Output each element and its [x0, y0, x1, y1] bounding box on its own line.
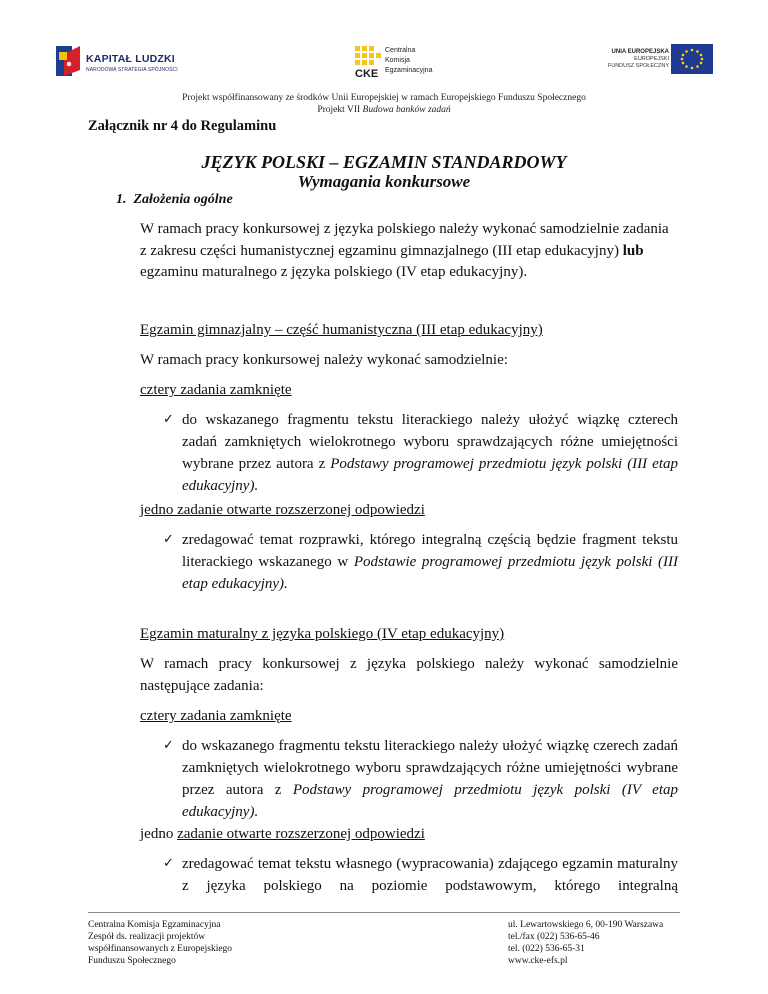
project-line: Projekt VII Budowa banków zadań	[317, 105, 451, 115]
mat-closed-item: ✓ do wskazanego fragmentu tekstu literackiego należy ułożyć wiązkę czerech zadań zamkniętych wielokrotnego wyboru sprawdzających różne umiejętności wybrane przez autora z Podstawy programowej przedmiotu język polski (IV etap edukacyjny).	[163, 735, 678, 823]
footer-website-link[interactable]: www.cke-efs.pl	[508, 956, 568, 966]
logo-ue-text: UNIA EUROPEJSKA EUROPEJSKI FUNDUSZ SPOŁECZNY	[607, 49, 669, 69]
checkmark-icon: ✓	[163, 856, 174, 871]
mat-heading: Egzamin maturalny z języka polskiego (IV etap edukacyjny)	[140, 626, 505, 642]
logo-unia-europejska	[575, 44, 715, 76]
logo-kapital-ludzki	[56, 44, 206, 80]
intro-paragraph: W ramach pracy konkursowej z języka polskiego należy wykonać samodzielnie zadania z zakresu części humanistycznej egzaminu gimnazjalnego (III etap edukacyjny) lub egzaminu maturalnego z języka polskiego (IV etap edukacyjny).	[140, 221, 669, 280]
cke-grid-icon	[355, 46, 381, 78]
footer-divider	[88, 912, 680, 913]
document-subtitle: Wymagania konkursowe	[297, 172, 471, 191]
checkmark-icon: ✓	[163, 738, 174, 753]
annex-label: Załącznik nr 4 do Regulaminu	[88, 118, 277, 134]
footer-right-block: ul. Lewartowskiego 6, 00-190 Warszawa tel./fax (022) 536-65-46 tel. (022) 536-65-31 www.cke-efs.pl	[508, 920, 664, 966]
logo-kapital-subtitle: NARODOWA STRATEGIA SPÓJNOŚCI	[86, 67, 178, 73]
logo-cke-text: Centralna Komisja Egzaminacyjna	[385, 47, 433, 74]
eu-flag-icon	[671, 44, 713, 74]
gim-closed-heading: cztery zadania zamknięte	[140, 382, 292, 398]
kapital-ludzki-emblem-icon	[56, 44, 82, 78]
mat-open-item: ✓ zredagować temat tekstu własnego (wypracowania) zdającego egzamin maturalny z języka polskiego na poziomie podstawowym, którego integralną	[163, 853, 678, 897]
gim-lead: W ramach pracy konkursowej należy wykonać samodzielnie:	[140, 352, 508, 368]
mat-lead: W ramach pracy konkursowej z języka polskiego należy wykonać samodzielnie następujące zadania:	[140, 656, 678, 694]
mat-closed-heading: cztery zadania zamknięte	[140, 708, 292, 724]
logo-kapital-title: KAPITAŁ LUDZKI	[86, 53, 175, 65]
gim-open-heading: jedno zadanie otwarte rozszerzonej odpowiedzi	[140, 502, 425, 518]
logo-cke	[355, 44, 455, 80]
cke-short-label: CKE	[355, 68, 379, 78]
gim-closed-item: ✓ do wskazanego fragmentu tekstu literackiego należy ułożyć wiązkę czterech zadań zamkniętych wielokrotnego wyboru sprawdzających różne umiejętności wybrane przez autora z Podstawy programowej przedmiotu język polski (III etap edukacyjny).	[163, 409, 678, 497]
document-title: JĘZYK POLSKI – EGZAMIN STANDARDOWY	[201, 152, 567, 172]
checkmark-icon: ✓	[163, 532, 174, 547]
section-heading: 1. Założenia ogólne	[116, 192, 233, 207]
cofinancing-note: Projekt współfinansowany ze środków Unii Europejskiej w ramach Europejskiego Funduszu Społecznego	[182, 93, 586, 103]
checkmark-icon: ✓	[163, 412, 174, 427]
gim-heading: Egzamin gimnazjalny – część humanistyczna (III etap edukacyjny)	[140, 322, 543, 338]
footer-left-block: Centralna Komisja Egzaminacyjna Zespół ds. realizacji projektów współfinansowanych z Europejskiego Funduszu Społecznego	[88, 920, 233, 966]
gim-open-item: ✓ zredagować temat rozprawki, którego integralną częścią będzie fragment tekstu literackiego wskazanego w Podstawie programowej przedmiotu język polski (III etap edukacyjny).	[163, 529, 678, 595]
mat-open-heading: jedno zadanie otwarte rozszerzonej odpowiedzi	[140, 826, 425, 842]
